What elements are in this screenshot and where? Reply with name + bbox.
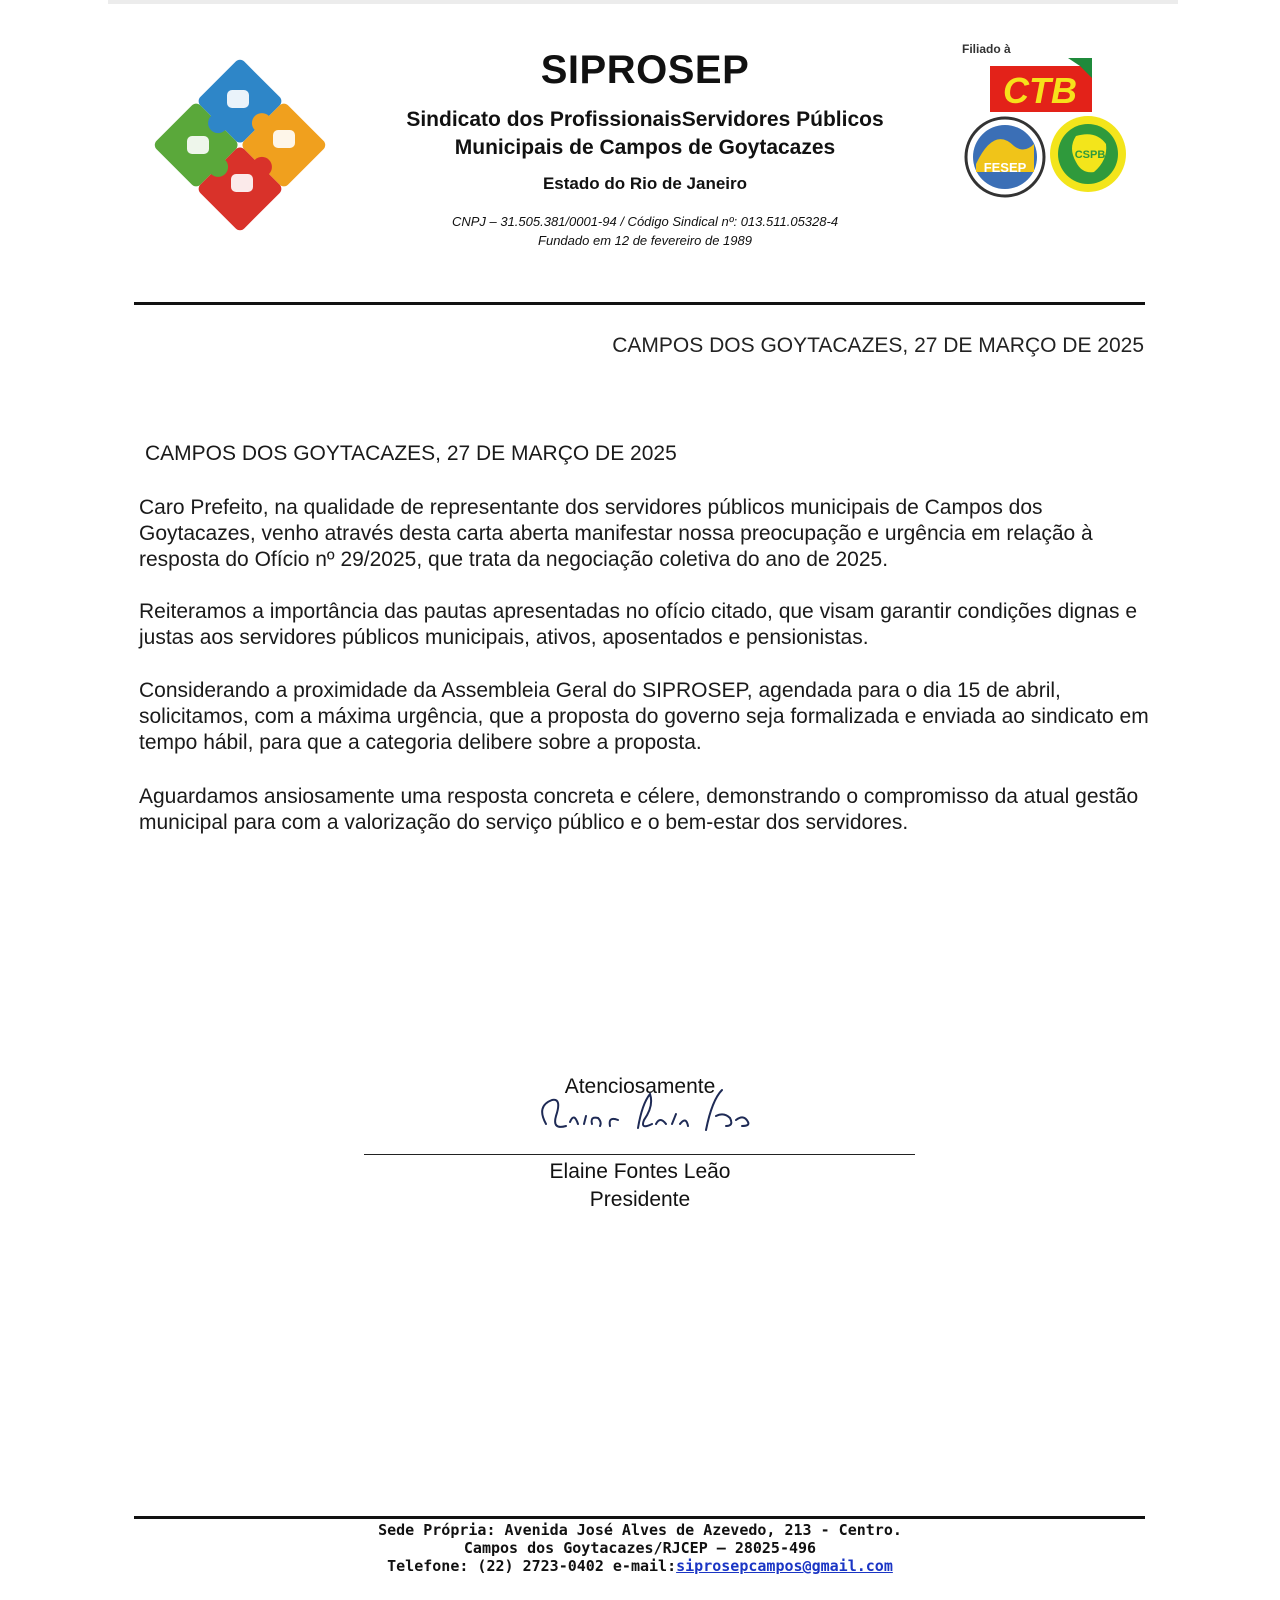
letter-paragraph-2: Reiteramos a importância das pautas apresentadas no ofício citado, que visam garantir condições dignas e justas aos servidores públicos municipais, ativos, aposentados e pensionistas. [139, 600, 1138, 649]
footer-address: Sede Própria: Avenida José Alves de Azevedo, 213 - Centro. [378, 1521, 902, 1539]
footer-city: Campos dos Goytacazes/RJCEP – 28025-496 [463, 1539, 817, 1557]
footer-phone: Telefone: (22) 2723-0402 e-mail: [387, 1557, 677, 1575]
org-subtitle-line2: Municipais de Campos de Goytacazes [454, 136, 836, 159]
email-link[interactable]: siprosepcampos@gmail.com [676, 1557, 893, 1575]
org-title: SIPROSEP [540, 48, 750, 92]
header-divider [134, 302, 1145, 305]
letter-paragraph-1: Caro Prefeito, na qualidade de representante dos servidores públicos municipais de Campos dos Goytacazes, venho através desta carta aberta manifestar nossa preocupação e urgência em relação à resposta do Ofício nº 29/2025, que trata da negociação coletiva do ano de 2025. [139, 496, 1093, 571]
svg-text:FESEP: FESEP [983, 160, 1027, 175]
org-cnpj: CNPJ – 31.505.381/0001-94 / Código Sindical nº: 013.511.05328-4 [451, 214, 839, 229]
org-subtitle-line1: Sindicato dos ProfissionaisServidores Públicos [406, 108, 884, 131]
fesep-logo [964, 116, 1046, 198]
letter-paragraph-4: Aguardamos ansiosamente uma resposta concreta e célere, demonstrando o compromisso da atual gestão municipal para com a valorização do serviço público e o bem-estar dos servidores. [139, 785, 1139, 834]
handwritten-signature [526, 1086, 766, 1146]
footer-contact [0, 1557, 1280, 1575]
top-edge [108, 0, 1178, 4]
affiliation-label: Filiado à [962, 42, 1011, 56]
letter-closing: Atenciosamente [564, 1075, 716, 1098]
ctb-logo [990, 58, 1092, 112]
letter-date-top: CAMPOS DOS GOYTACAZES, 27 DE MARÇO DE 2025 [612, 334, 1144, 357]
org-state: Estado do Rio de Janeiro [542, 174, 748, 193]
letter-paragraph-3: Considerando a proximidade da Assembleia Geral do SIPROSEP, agendada para o dia 15 de abril, solicitamos, com a máxima urgência, que a proposta do governo seja formalizada e enviada ao sindicato em tempo hábil, para que a categoria delibere sobre a proposta. [139, 679, 1149, 754]
signer-role: Presidente [589, 1188, 691, 1211]
cspb-logo [1048, 114, 1128, 194]
signer-name: Elaine Fontes Leão [549, 1160, 731, 1183]
letter-date-body: CAMPOS DOS GOYTACAZES, 27 DE MARÇO DE 2025 [145, 442, 677, 465]
svg-text:CSPB: CSPB [1074, 149, 1106, 161]
signature-line [364, 1154, 915, 1155]
svg-text:CTB: CTB [1003, 70, 1077, 111]
footer-divider [134, 1516, 1145, 1519]
org-founded: Fundado em 12 de fevereiro de 1989 [538, 233, 752, 248]
